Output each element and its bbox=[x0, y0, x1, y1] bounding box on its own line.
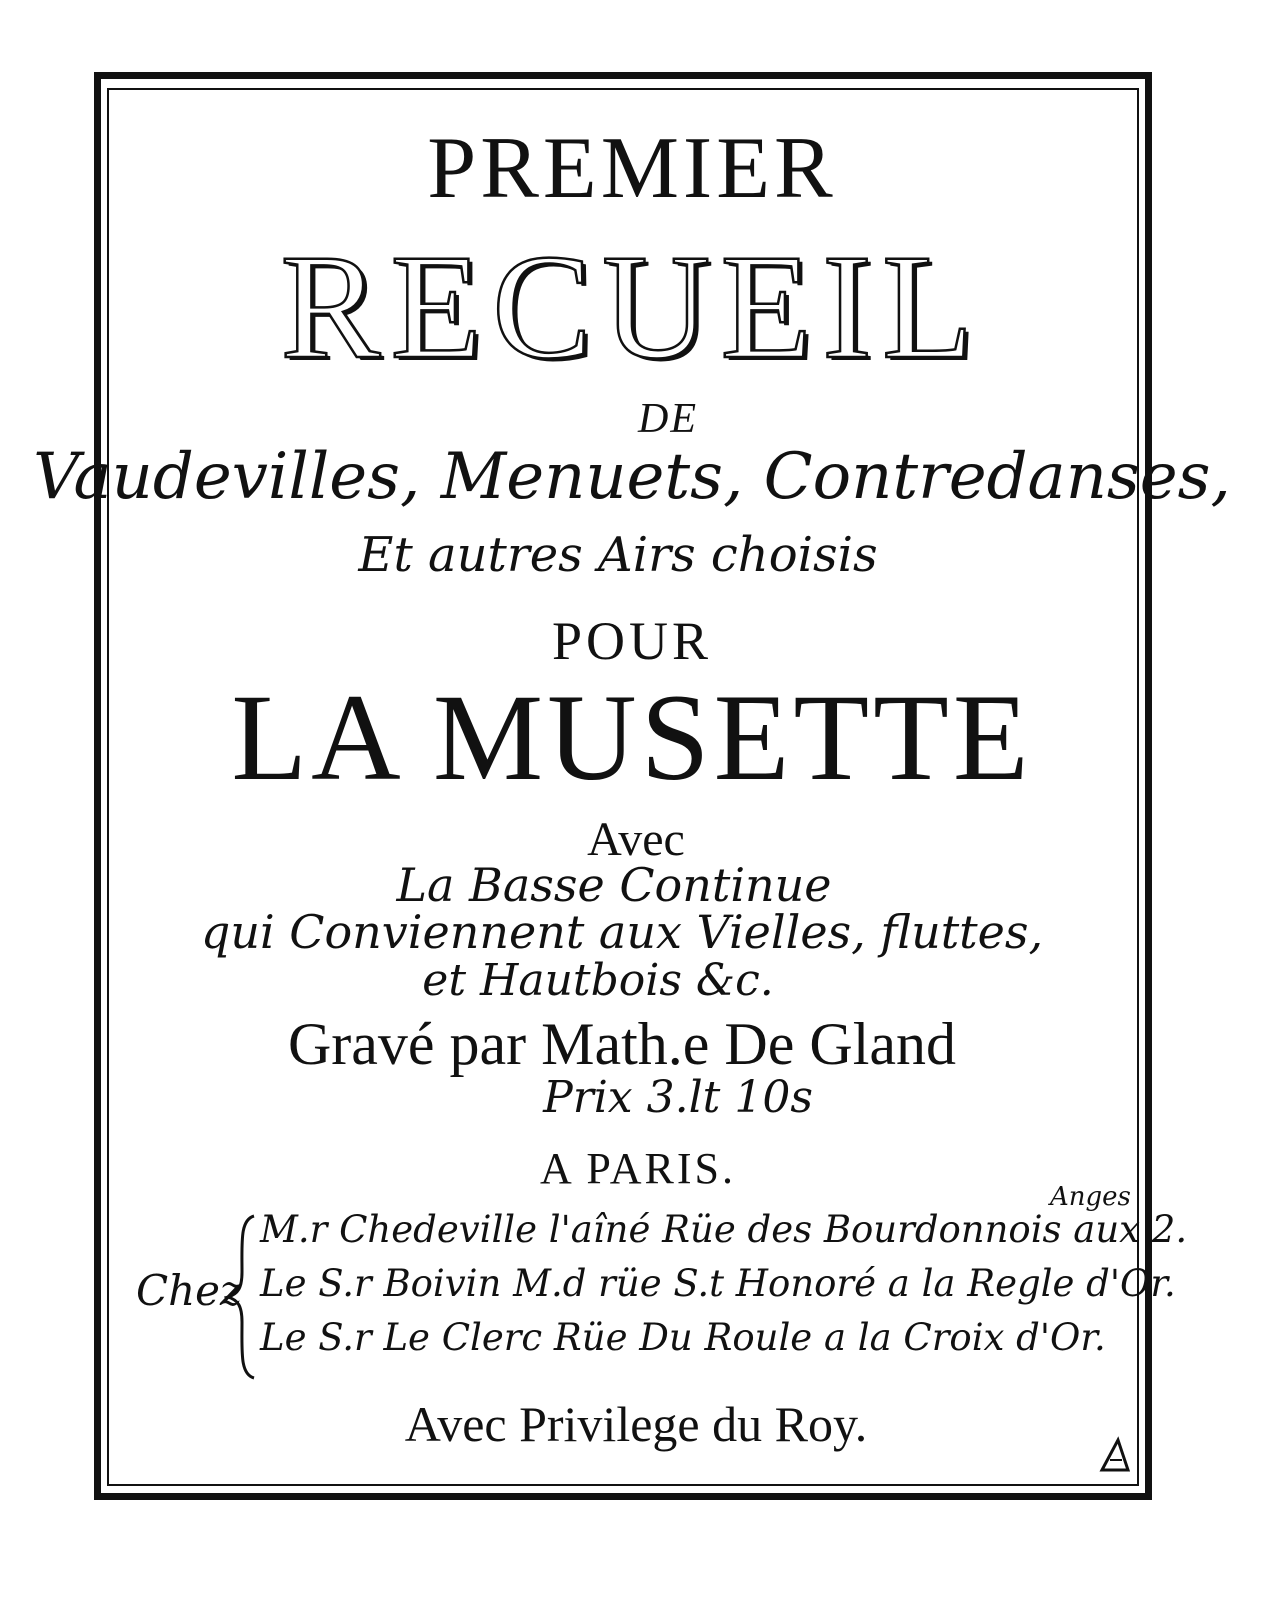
text-conviennent: qui Conviennent aux Vielles, fluttes, bbox=[200, 905, 1044, 959]
place-of-publication: A PARIS. bbox=[539, 1144, 737, 1193]
text-basse-continue: La Basse Continue bbox=[396, 858, 832, 912]
engraver-credit: Gravé par Math.e De Gland bbox=[287, 1011, 957, 1077]
title-pour: POUR bbox=[551, 611, 713, 671]
title-instrument: LA MUSETTE bbox=[231, 669, 1033, 806]
seller-address: Le S.r Boivin M.d rüe S.t Honoré a la Regle d'Or. bbox=[260, 1262, 1176, 1305]
royal-privilege: Avec Privilege du Roy. bbox=[404, 1396, 868, 1452]
seller-address: M.r Chedeville l'aîné Rüe des Bourdonnois aux 2. bbox=[260, 1208, 1188, 1251]
anges-note: Anges bbox=[1050, 1182, 1131, 1212]
sellers-label: Chez bbox=[136, 1266, 243, 1315]
subtitle-autres-airs: Et autres Airs choisis bbox=[358, 527, 878, 583]
text-avec: Avec bbox=[587, 813, 685, 866]
title-de: DE bbox=[638, 396, 698, 442]
text-hautbois: et Hautbois &c. bbox=[422, 955, 774, 1006]
seller-address: Le S.r Le Clerc Rüe Du Roule a la Croix d'Or. bbox=[260, 1316, 1106, 1359]
price: Prix 3.lt 10s bbox=[543, 1072, 813, 1123]
engraver-mark-icon bbox=[1098, 1434, 1132, 1474]
subtitle-genres: Vaudevilles, Menuets, Contredanses, bbox=[33, 440, 1231, 514]
title-recueil: RECUEIL bbox=[280, 224, 984, 390]
title-premier: PREMIER bbox=[427, 120, 837, 217]
curly-brace-icon bbox=[224, 1212, 260, 1382]
